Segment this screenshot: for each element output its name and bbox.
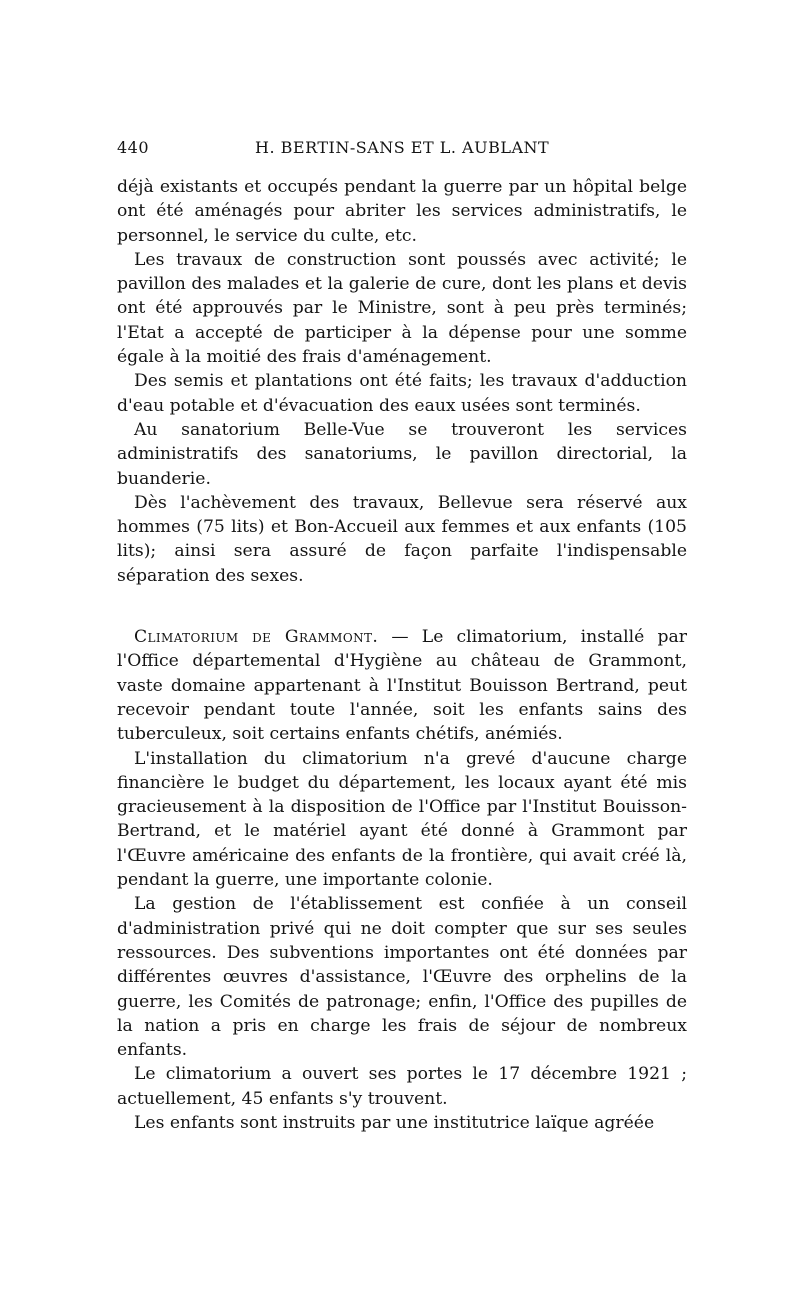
running-title: H. BERTIN-SANS ET L. AUBLANT (255, 138, 550, 157)
section-dash: — (378, 627, 422, 648)
paragraph: Les enfants sont instruits par une institutrice laïque agréée (134, 1112, 655, 1133)
section-heading: Climatorium de Grammont. (134, 627, 379, 648)
body-text (117, 175, 687, 1135)
section-paragraph (117, 625, 687, 746)
section-lead-text: Le climatorium, installé par l'Office départemental d'Hygiène au château de Grammont, vaste domaine appartenant à l'Institut Bouisson Bertrand, peut recevoir pendant toute l'année, soit les enfants sains des tuberculeux, soit certains enfants chétifs, anémiés. (117, 627, 687, 745)
paragraph: Dès l'achèvement des travaux, Bellevue sera réservé aux hommes (75 lits) et Bon-Accueil aux femmes et aux enfants (105 lits); ainsi sera assuré de façon parfaite l'indispensable séparation des sexes. (117, 492, 687, 586)
paragraph: La gestion de l'établissement est confiée à un conseil d'administration privé qui ne doit compter que sur ses seules ressources. Des subventions importantes ont été données par différentes œuvres d'assistance, l'Œuvre des orphelins de la guerre, les Comités de patronage; enfin, l'Office des pupilles de la nation a pris en charge les frais de séjour de nombreux enfants. (117, 894, 687, 1061)
paragraph: Les travaux de construction sont poussés avec activité; le pavillon des malades et la galerie de cure, dont les plans et devis ont été approuvés par le Ministre, sont à peu près terminés; l'Etat a accepté de participer à la dépense pour une somme égale à la moitié des frais d'aménagement. (117, 249, 687, 368)
paragraph: L'installation du climatorium n'a grevé d'aucune charge financière le budget du département, les locaux ayant été mis gracieusement à la disposition de l'Office par l'Institut Bouisson-Bertrand, et le matériel ayant été donné à Grammont par l'Œuvre américaine des enfants de la frontière, qui avait créé là, pendant la guerre, une importante colonie. (117, 748, 687, 891)
paragraph: Au sanatorium Belle-Vue se trouveront les services administratifs des sanatoriums, le pavillon directorial, la buanderie. (117, 419, 687, 489)
page-number: 440 (117, 138, 150, 157)
section-gap (117, 588, 687, 625)
paragraph: Des semis et plantations ont été faits; les travaux d'adduction d'eau potable et d'évacuation des eaux usées sont terminés. (117, 371, 687, 416)
paragraph: déjà existants et occupés pendant la guerre par un hôpital belge ont été aménagés pour abriter les services administratifs, le personnel, le service du culte, etc. (117, 177, 687, 246)
running-head (117, 138, 687, 160)
paragraph: Le climatorium a ouvert ses portes le 17 décembre 1921 ; actuellement, 45 enfants s'y trouvent. (117, 1064, 687, 1109)
